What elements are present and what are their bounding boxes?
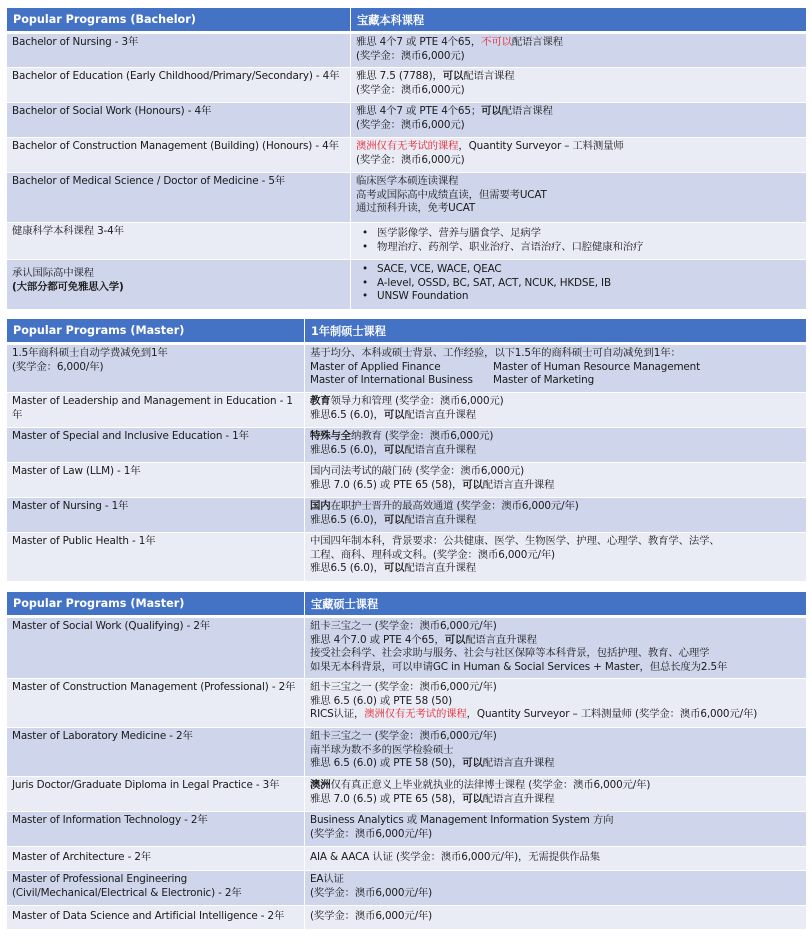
program-name: Master of Information Technology - 2年 [7,812,305,847]
program-details: (奖学金：澳币6,000元/年) [305,906,807,930]
list-item: Master of Marketing [493,374,595,386]
table-header-right: 宝藏本科课程 [351,8,807,33]
list-item: • A-level, OSSD, BC, SAT, ACT, NCUK, HKDSE, IB [356,277,802,291]
list-item: Master of International Business [310,374,473,386]
table-row [7,679,807,728]
table-header-left: Popular Programs (Master) [7,319,305,344]
table-row [7,393,807,428]
list-item: • 医学影像学、营养与膳食学、足病学 [356,227,802,241]
warning-text: 澳洲仅有无考试的课程 [364,708,467,720]
table-row [7,617,807,679]
list-item: Master of Applied Finance [310,360,441,373]
program-name: 承认国际高中课程 (大部分都可免雅思入学) [7,260,351,310]
table-header-right: 1年制硕士课程 [305,319,807,344]
program-name: Master of Laboratory Medicine - 2年 [7,728,305,777]
program-details: 紐卡三宝之一 (奖学金：澳币6,000元/年) 雅思 4个7.0 或 PTE 4个65，可以配语言直升课程 接受社会科学、社会求助与服务、社会与社区保障等本科背景，包括护理、教育、心理学 如果无本科背景，可以申请GC in Human & Social Services + Master，但总长度为2.5年 [305,617,807,679]
program-details: 澳洲仅有无考试的课程，Quantity Surveyor – 工料测量师 (奖学金：澳币6,000元) [351,138,807,173]
bachelor-header-row [7,8,807,33]
program-name: Master of Social Work (Qualifying) - 2年 [7,617,305,679]
table-row [7,498,807,533]
program-details: 教育领导力和管理 (奖学金：澳币6,000元) 雅思6.5 (6.0)，可以配语言直升课程 [305,393,807,428]
table-row [7,173,807,223]
program-name: 健康科学本科课程 3-4年 [7,223,351,260]
program-details: AIA & AACA 认证 (奖学金：澳币6,000元/年)，无需提供作品集 [305,847,807,871]
list-item: • UNSW Foundation [356,290,802,304]
program-details: 紐卡三宝之一 (奖学金：澳币6,000元/年) 雅思 6.5 (6.0) 或 PTE 58 (50) RICS认证，澳洲仅有无考试的课程，Quantity Surveyor – 工料测量师 (奖学金：澳币6,000元/年) [305,679,807,728]
table-row [7,777,807,812]
program-details: 雅思 4个7 或 PTE 4个65，不可以配语言课程 (奖学金：澳币6,000元) [351,33,807,68]
bachelor-table [6,7,807,310]
table-row [7,138,807,173]
program-name: Master of Special and Inclusive Education - 1年 [7,428,305,463]
program-name: Master of Law (LLM) - 1年 [7,463,305,498]
table-row [7,871,807,906]
program-name: Master of Public Health - 1年 [7,533,305,582]
program-name: Bachelor of Education (Early Childhood/Primary/Secondary) - 4年 [7,68,351,103]
program-name: Bachelor of Construction Management (Building) (Honours) - 4年 [7,138,351,173]
master-1year-header-row [7,319,807,344]
warning-text: 澳洲仅有无考试的课程 [356,140,459,152]
list-item: Master of Human Resource Management [493,360,701,373]
program-name: Bachelor of Nursing - 3年 [7,33,351,68]
master-treasure-header-row [7,592,807,617]
program-name: Master of Nursing - 1年 [7,498,305,533]
table-row [7,68,807,103]
program-details: 中国四年制本科，背景要求：公共健康、医学、生物医学、护理、心理学、教育学、法学、 工程、商科、理科或文科。(奖学金：澳币6,000元/年) 雅思6.5 (6.0)，可以配语言直升课程 [305,533,807,582]
table-row [7,906,807,930]
program-details: 雅思 7.5 (7788)，可以配语言课程 (奖学金：澳币6,000元) [351,68,807,103]
program-details: 国内司法考试的敲门砖 (奖学金：澳币6,000元) 雅思 7.0 (6.5) 或 PTE 65 (58)，可以配语言直升课程 [305,463,807,498]
program-name: Bachelor of Social Work (Honours) - 4年 [7,103,351,138]
program-details: 雅思 4个7 或 PTE 4个65；可以配语言课程 (奖学金：澳币6,000元) [351,103,807,138]
program-name: Master of Architecture - 2年 [7,847,305,871]
table-header-left: Popular Programs (Master) [7,592,305,617]
program-details: 特殊与全纳教育 (奖学金：澳币6,000元) 雅思6.5 (6.0)，可以配语言直升课程 [305,428,807,463]
program-name: Master of Data Science and Artificial Intelligence - 2年 [7,906,305,930]
program-name: Master of Construction Management (Professional) - 2年 [7,679,305,728]
list-item: • SACE, VCE, WACE, QEAC [356,263,802,277]
table-row [7,533,807,582]
program-name: Bachelor of Medical Science / Doctor of Medicine - 5年 [7,173,351,223]
program-details: 紐卡三宝之一 (奖学金：澳币6,000元/年) 南半球为数不多的医学检验硕士 雅思 6.5 (6.0) 或 PTE 58 (50)，可以配语言直升课程 [305,728,807,777]
program-details: 国内在职护士晋升的最高效通道 (奖学金：澳币6,000元/年) 雅思6.5 (6.0)，可以配语言直升课程 [305,498,807,533]
program-name: Master of Professional Engineering (Civil/Mechanical/Electrical & Electronic) - 2年 [7,871,305,906]
list-item: • 物理治疗、药剂学、职业治疗、言语治疗、口腔健康和治疗 [356,241,802,255]
program-details: EA认证 (奖学金：澳币6,000元/年) [305,871,807,906]
master-1year-table [6,318,807,582]
warning-text: 不可以 [481,36,512,48]
program-name: Master of Leadership and Management in Education - 1年 [7,393,305,428]
table-row [7,344,807,393]
table-row [7,33,807,68]
table-row [7,428,807,463]
program-details [351,223,807,260]
program-name: Juris Doctor/Graduate Diploma in Legal Practice - 3年 [7,777,305,812]
program-details [351,260,807,310]
table-row [7,463,807,498]
master-treasure-table [6,591,807,930]
program-details: 澳洲仅有真正意义上毕业就执业的法律博士课程 (奖学金：澳币6,000元/年) 雅思 7.0 (6.5) 或 PTE 65 (58)，可以配语言直升课程 [305,777,807,812]
table-row [7,812,807,847]
table-header-right: 宝藏硕士课程 [305,592,807,617]
table-row [7,847,807,871]
table-header-left: Popular Programs (Bachelor) [7,8,351,33]
program-details: 临床医学本硕连读课程 高考或国际高中成绩直读，但需要考UCAT 通过预科升读，免考UCAT [351,173,807,223]
table-row [7,103,807,138]
table-row [7,260,807,310]
program-name: 1.5年商科硕士自动学费减免到1年 (奖学金：6,000/年) [7,344,305,393]
program-details: 基于均分、本科或硕士背景、工作经验，以下1.5年的商科硕士可自动减免到1年： Master of Applied Finance Master of Human Resource Management Master of International Business Master of Marketing [305,344,807,393]
table-row [7,728,807,777]
program-details: Business Analytics 或 Management Information System 方向 (奖学金：澳币6,000元/年) [305,812,807,847]
table-row [7,223,807,260]
